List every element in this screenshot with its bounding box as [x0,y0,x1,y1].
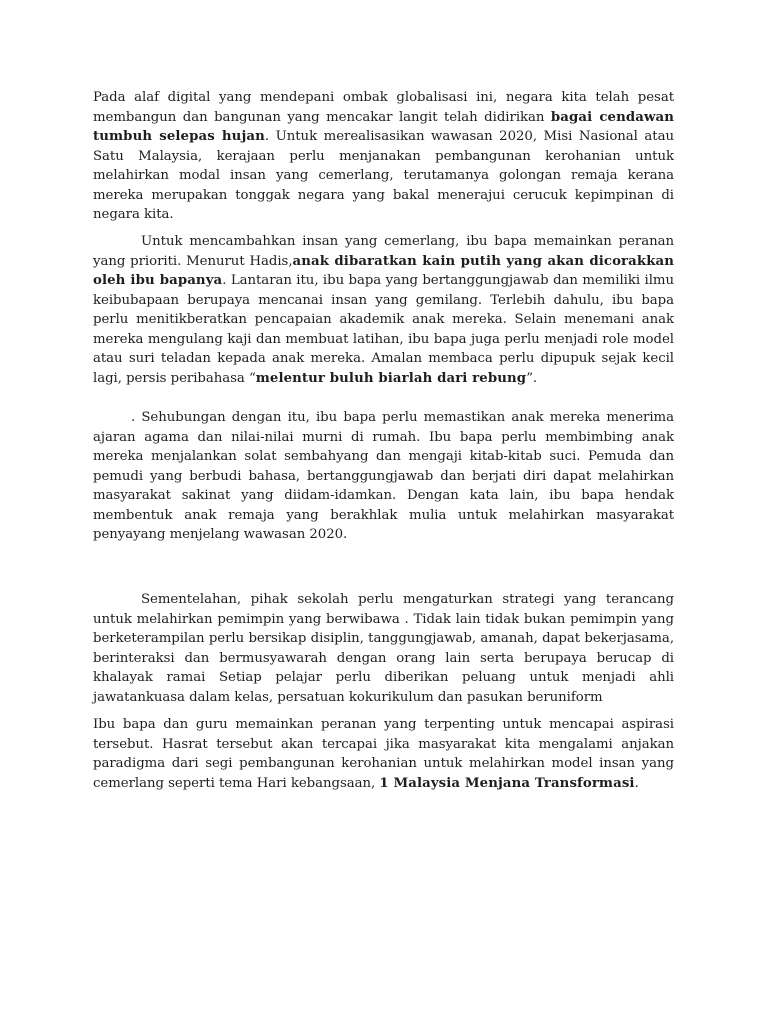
paragraph-3-text: . Sehubungan dengan itu, ibu bapa perlu memastikan anak mereka menerima ajaran agama dan nilai-nilai murni di rumah. Ibu bapa perlu membimbing anak mereka menjalankan solat sembahyang dan mengaji kitab-kitab suci. Pemuda dan pemudi yang berbudi bahasa, bertanggungjawab dan berjati diri dapat melahirkan masyarakat sakinat yang diidam-idamkan. Dengan kata lain, ibu bapa hendak membentuk anak remaja yang berakhlak mulia untuk melahirkan masyarakat penyayang menjelang wawasan 2020. [93,410,674,542]
paragraph-1 [93,88,674,225]
paragraph-5-text-a: Ibu bapa dan guru memainkan peranan yang terpenting untuk mencapai aspirasi tersebut. Hasrat tersebut akan tercapai jika masyarakat kita mengalami anjakan paradigma dari segi pembangunan kerohanian untuk melahirkan model insan yang cemerlang seperti tema Hari kebangsaan, [93,717,674,791]
paragraph-5-text-b: . [634,775,639,791]
paragraph-2-bold-proverb: melentur buluh biarlah dari rebung [255,370,527,386]
paragraph-5-bold-theme: 1 Malaysia Menjana Transformasi [379,775,635,791]
paragraph-5 [93,715,674,793]
paragraph-1-text-a: Pada alaf digital yang mendepani ombak globalisasi ini, negara kita telah pesat membangun dan bangunan yang mencakar langit telah didirikan [93,90,674,125]
paragraph-4 [93,590,674,707]
paragraph-3 [93,408,674,545]
paragraph-1-bold-phrase: bagai cendawan tumbuh selepas hujan [93,109,674,144]
paragraph-2-bold-hadith: anak dibaratkan kain putih yang akan dicorakkan oleh ibu bapanya [93,253,674,288]
paragraph-2-text-b: . Lantaran itu, ibu bapa yang bertanggungjawab dan memiliki ilmu keibubapaan berupaya mencanai insan yang gemilang. Terlebih dahulu, ibu bapa perlu menitikberatkan pencapaian akademik anak mereka. Selain menemani anak mereka mengulang kaji dan membuat latihan, ibu bapa juga perlu menjadi role model atau suri teladan kepada anak mereka. Amalan membaca perlu dipupuk sejak kecil lagi, persis peribahasa “ [93,273,674,386]
paragraph-1-text-b: . Untuk merealisasikan wawasan 2020, Misi Nasional atau Satu Malaysia, kerajaan perlu menjanakan pembangunan kerohanian untuk melahirkan modal insan yang cemerlang, terutamanya golongan remaja kerana mereka merupakan tonggak negara yang bakal menerajui cerucuk kepimpinan di negara kita. [93,129,674,222]
paragraph-2-text-a: Untuk mencambahkan insan yang cemerlang, ibu bapa memainkan peranan yang prioriti. Menurut Hadis, [93,234,674,269]
paragraph-2 [93,232,674,388]
paragraph-2-text-c: ”. [526,370,538,386]
paragraph-4-text: Sementelahan, pihak sekolah perlu mengaturkan strategi yang terancang untuk melahirkan pemimpin yang berwibawa . Tidak lain tidak bukan pemimpin yang berketerampilan perlu bersikap disiplin, tanggungjawab, amanah, dapat bekerjasama, berinteraksi dan bermusyawarah dengan orang lain serta berupaya berucap di khalayak ramai Setiap pelajar perlu diberikan peluang untuk menjadi ahli jawatankuasa dalam kelas, persatuan kokurikulum dan pasukan beruniform [93,592,674,705]
